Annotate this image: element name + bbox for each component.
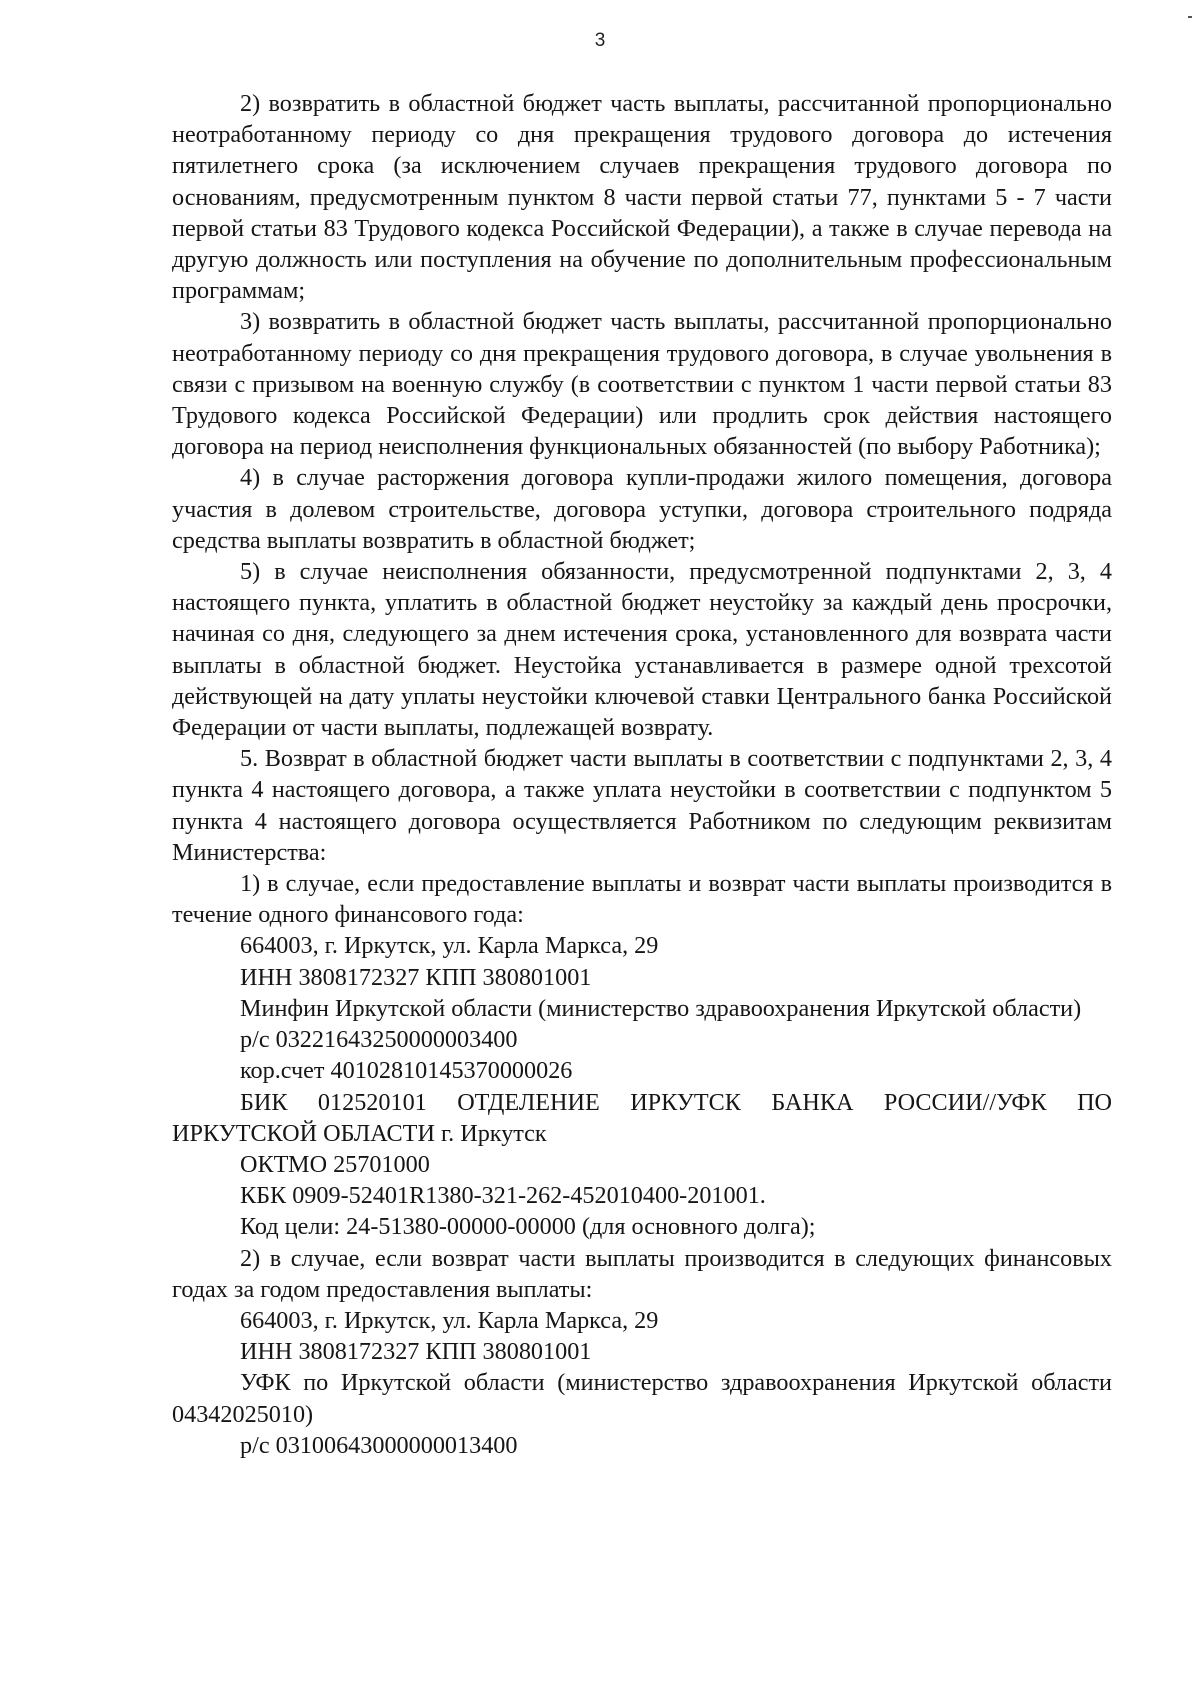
bik-bank-line: БИК 012520101 ОТДЕЛЕНИЕ ИРКУТСК БАНКА РОССИИ//УФК ПО ИРКУТСКОЙ ОБЛАСТИ г. Иркутск: [172, 1088, 1112, 1147]
recipient-line-2: УФК по Иркутской области (министерство здравоохранения Иркутской области 04342025010): [172, 1369, 1112, 1428]
correspondent-account-line: кор.счет 40102810145370000026: [240, 1057, 573, 1085]
paragraph-case-2: 2) в случае, если возврат части выплаты производится в следующих финансовых годах за годом предоставления выплаты:: [172, 1244, 1112, 1303]
account-line: р/с 03221643250000003400: [240, 1026, 518, 1054]
account-line-2: р/с 03100643000000013400: [240, 1431, 518, 1459]
page-number: 3: [594, 30, 606, 51]
scan-edge-mark: [1188, 16, 1192, 18]
paragraph-case-1: 1) в случае, если предоставление выплаты и возврат части выплаты производится в течение одного финансового года:: [172, 870, 1112, 929]
paragraph-subitem-3: 3) возвратить в областной бюджет часть выплаты, рассчитанной пропорционально неотработанному периоду со дня прекращения трудового договора, в случае увольнения в связи с призывом на военную службу (в соответствии с пунктом 1 части первой статьи 83 Трудового кодекса Российской Федерации) или продлить срок действия настоящего договора на период неисполнения функциональных обязанностей (по выбору Работника);: [172, 308, 1112, 461]
inn-kpp-line-2: ИНН 3808172327 КПП 380801001: [240, 1338, 592, 1366]
paragraph-subitem-5: 5) в случае неисполнения обязанности, предусмотренной подпунктами 2, 3, 4 настоящего пункта, уплатить в областной бюджет неустойку за каждый день просрочки, начиная со дня, следующего за днем истечения срока, установленного для возврата части выплаты в областной бюджет. Неустойка устанавливается в размере одной трехсотой действующей на дату уплаты неустойки ключевой ставки Центрального банка Российской Федерации от части выплаты, подлежащей возврату.: [172, 558, 1112, 742]
recipient-line: Минфин Иркутской области (министерство здравоохранения Иркутской области): [240, 994, 1082, 1022]
paragraph-subitem-4: 4) в случае расторжения договора купли-продажи жилого помещения, договора участия в долевом строительстве, договора уступки, договора строительного подряда средства выплаты возвратить в областной бюджет;: [172, 464, 1112, 554]
document-body: [172, 88, 1112, 1461]
inn-kpp-line: ИНН 3808172327 КПП 380801001: [240, 963, 592, 991]
address-line-2: 664003, г. Иркутск, ул. Карла Маркса, 29: [240, 1306, 659, 1334]
address-line: 664003, г. Иркутск, ул. Карла Маркса, 29: [240, 932, 659, 960]
purpose-code-line: Код цели: 24-51380-00000-00000 (для основного долга);: [240, 1213, 816, 1241]
paragraph-clause-5: 5. Возврат в областной бюджет части выплаты в соответствии с подпунктами 2, 3, 4 пункта 4 настоящего договора, а также уплата неустойки в соответствии с подпунктом 5 пункта 4 настоящего договора осуществляется Работником по следующим реквизитам Министерства:: [172, 745, 1112, 866]
kbk-line: КБК 0909-52401R1380-321-262-452010400-201001.: [240, 1182, 766, 1210]
oktmo-line: ОКТМО 25701000: [240, 1150, 430, 1178]
paragraph-subitem-2: 2) возвратить в областной бюджет часть выплаты, рассчитанной пропорционально неотработанному периоду со дня прекращения трудового договора до истечения пятилетнего срока (за исключением случаев прекращения трудового договора по основаниям, предусмотренным пунктом 8 части первой статьи 77, пунктами 5 - 7 части первой статьи 83 Трудового кодекса Российской Федерации), а также в случае перевода на другую должность или поступления на обучение по дополнительным профессиональным программам;: [172, 90, 1112, 305]
